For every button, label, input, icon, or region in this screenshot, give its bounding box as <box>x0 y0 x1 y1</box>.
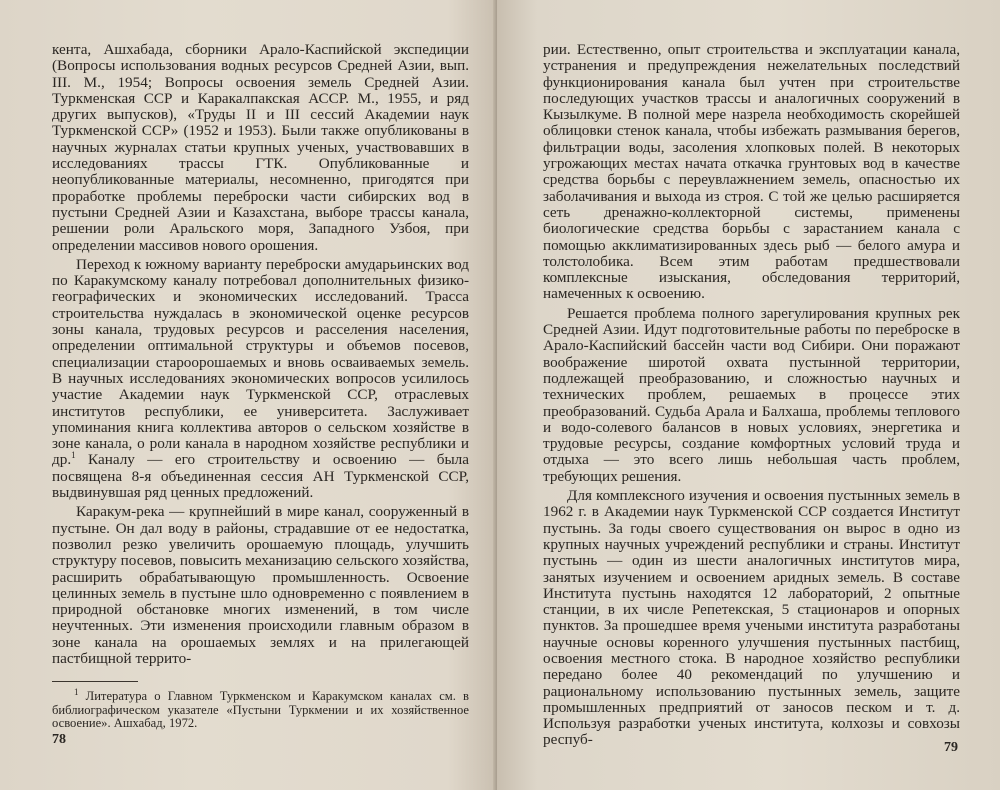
left-paragraph-2-text: Переход к южному варианту переброски амударьинских вод по Каракумскому каналу потребовал дополнительных физико-географических и экономических исследований. Трасса строительства нуждалась в экономической оценке ресурсов зоны канала, трудовых ресурсов и расселения населения, определении оптимальной структуры и объемов посевов, специализации староорошаемых и вновь осваиваемых земель. В научных исследованиях экономических вопросов усилилось участие Академии наук Туркменской ССР, отраслевых институтов республики, ее университета. Заслуживает упоминания книга коллектива авторов о сельском хозяйстве в зоне канала, о роли канала в народном хозяйстве республики и др. <box>52 255 469 469</box>
footnote-ref: 1 <box>71 450 76 461</box>
right-paragraph-2: Решается проблема полного зарегулирования крупных рек Средней Азии. Идут подготовительные работы по переброске в Арало-Каспийский бассейн части вод Сибири. Они поражают воображение широтой охвата пустынной территории, подлежащей преобразованию, и сложностью научных и технических проблем, решаемых в процессе этих преобразований. Судьба Арала и Балхаша, проблемы теплового и водо-солевого балансов в новых условиях, энергетика и трудовые ресурсы, создание комфортных условий труда и отдыха — это всего лишь небольшая часть проблем, требующих решения. <box>543 304 960 485</box>
page-number-right: 79 <box>944 740 958 755</box>
footnote-marker: 1 <box>74 687 79 698</box>
left-page <box>0 0 497 790</box>
left-paragraph-1: кента, Ашхабада, сборники Арало-Каспийской экспедиции (Вопросы использования водных ресурсов Средней Азии, вып. III. М., 1954; Вопросы освоения земель Средней Азии. Туркменская ССР и Каракалпакская АССР. М., 1955, и ряд других выпусков), «Труды II и III сессий Академии наук Туркменской ССР» (1952 и 1953). Были также опубликованы в научных журналах статьи крупных ученых, участвовавших в исследованиях трассы ГТК. Опубликованные и неопубликованные материалы, несомненно, пригодятся при проработке проблемы переброски части сибирских вод в пустыни Средней Азии и Казахстана, выборе трассы канала, решении роли Аральского моря, Западного Узбоя, при определении массивов нового орошения. <box>52 41 469 254</box>
left-paragraph-2-cont: Каналу — его строительству и освоению — была посвящена 8-я объединенная сессия АН Туркменской ССР, выдвинувшая ряд ценных предложений. <box>52 451 470 502</box>
page-number-left: 78 <box>52 732 66 747</box>
right-page <box>497 0 1000 790</box>
footnote-divider <box>52 681 138 682</box>
right-paragraph-3: Для комплексного изучения и освоения пустынных земель в 1962 г. в Академии наук Туркменской ССР создается Институт пустынь. За годы своего существования он вырос в одно из крупных научных учреждений республики и страны. Институт пустынь — один из шести аналогичных институтов мира, занятых изучением и освоением аридных земель. В составе Института пустынь находятся 12 лабораторий, 2 опытные станции, в их числе Репетекская, 5 стационаров и опорных пунктов. За прошедшее время учеными института разработаны научные основы коренного улучшения пустынных пастбищ, освоения местного стока. В народное хозяйство республики передано более 40 рекомендаций по улучшению и рациональному использованию пустынных земель, защите промышленных предприятий от заносов песком и т. д. Используя разработки ученых института, колхозы и совхозы респуб- <box>543 487 960 749</box>
left-paragraph-3: Каракум-река — крупнейший в мире канал, сооруженный в пустыне. Он дал воду в районы, страдавшие от ее недостатка, позволил резко увеличить орошаемую площадь, улучшить структуру посевов, повысить механизацию сельского хозяйства, расширить обрабатывающую промышленность. Освоение целинных земель в пустыне шло одновременно с появлением в природной обстановке многих изменений, в том числе неучтенных. Эти изменения происходили главным образом в зоне канала на орошаемых землях и на прилегающей пастбищной террито- <box>52 503 469 667</box>
footnote <box>52 687 469 731</box>
left-paragraph-2 <box>52 257 469 501</box>
footnote-text: Литература о Главном Туркменском и Каракумском каналах см. в библиографическом указателе «Пустыни Туркмении и их хозяйственное освоение». Ашхабад, 1972. <box>52 689 469 731</box>
right-paragraph-1: рии. Естественно, опыт строительства и эксплуатации канала, устранения и предупреждения нежелательных последствий функционирования канала был учтен при строительстве последующих участков трассы и аналогичных сооружений в Кызылкуме. В полной мере назрела необходимость скорейшей облицовки стенок канала, чтобы избежать размывания берегов, фильтрации воды, засоления хлопковых полей. В некоторых угрожающих местах начата откачка грунтовых вод в качестве средства борьбы с переувлажнением земель, опасностью их заболачивания и выхода из строя. С той же целью расширяется сеть дренажно-коллекторной системы, применены биологические средства борьбы с зарастанием канала с помощью акклиматизированных здесь рыб — белого амура и толстолобика. Всем этим работам предшествовали комплексные изыскания, обследования территорий, намеченных к освоению. <box>543 41 960 303</box>
